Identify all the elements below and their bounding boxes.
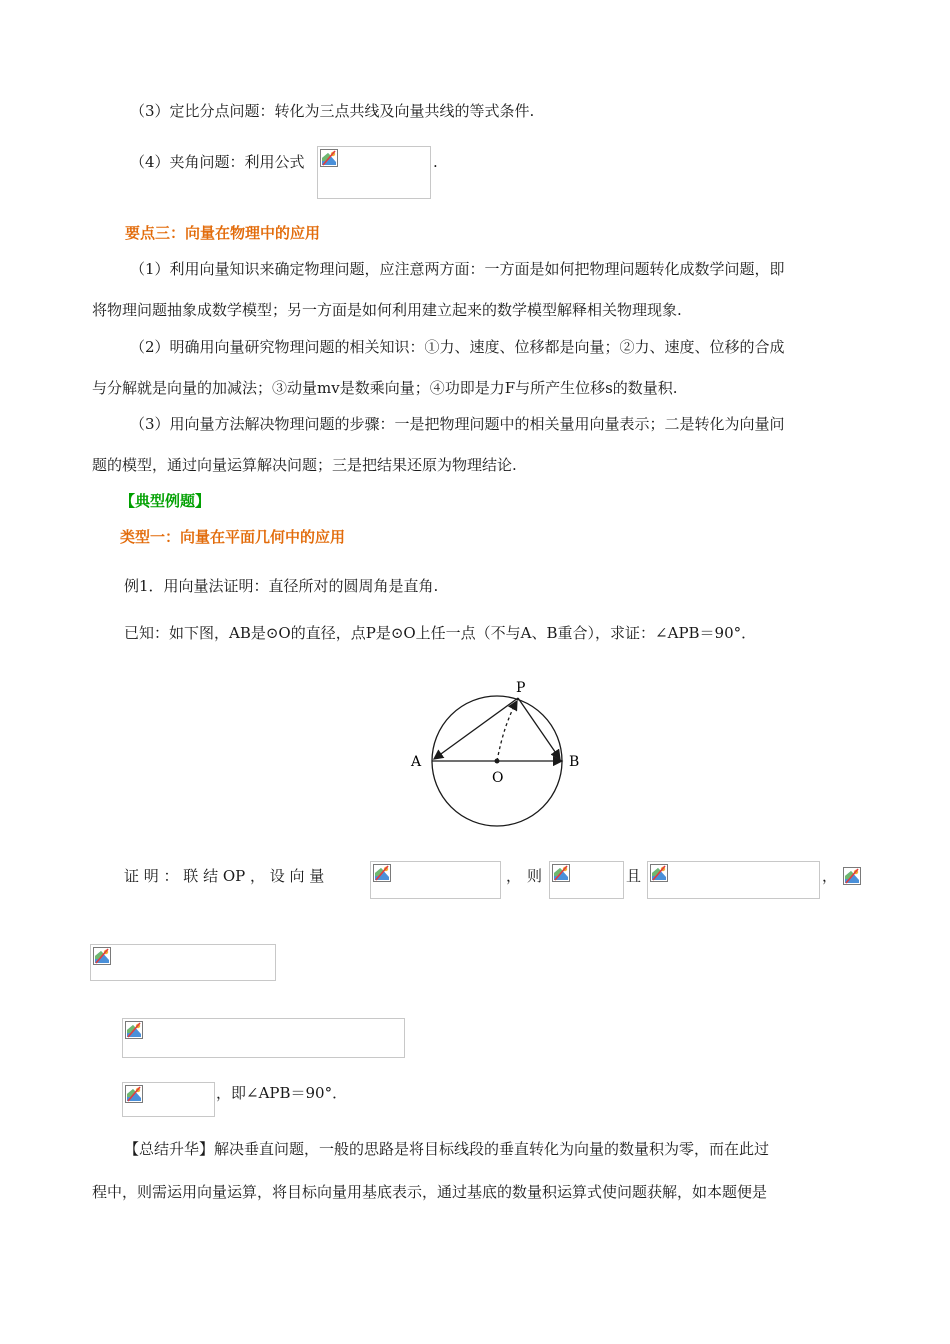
- p3-line2: 题的模型，通过向量运算解决问题；三是把结果还原为物理结论.: [92, 456, 517, 474]
- broken-image-icon: [373, 864, 391, 882]
- label-b: B: [569, 754, 580, 770]
- vector-op: [497, 701, 517, 761]
- formula-image: [370, 861, 501, 899]
- broken-image-icon: [125, 1085, 143, 1103]
- proof-conclusion: ，即∠APB＝90°．: [216, 1084, 348, 1102]
- proof-comma: ，: [506, 867, 522, 885]
- p2-line1: （2）明确用向量研究物理问题的相关知识：①力、速度、位移都是向量；②力、速度、位移的合成: [130, 338, 785, 356]
- label-p: P: [516, 680, 526, 696]
- key-point-3-heading: 要点三：向量在物理中的应用: [125, 224, 321, 242]
- broken-image-icon: [843, 867, 861, 885]
- p2-line2: 与分解就是向量的加减法；③动量mv是数乘向量；④功即是力F与所产生位移s的数量积.: [92, 379, 678, 397]
- label-a: A: [411, 754, 422, 770]
- examples-heading: 【典型例题】: [120, 492, 211, 510]
- broken-image-icon: [650, 864, 668, 882]
- example1-given: 已知：如下图，AB是⊙O的直径，点P是⊙O上任一点（不与A、B重合），求证：∠APB＝90°．: [124, 624, 757, 642]
- label-o: O: [492, 770, 504, 786]
- center-point: [495, 759, 500, 764]
- proof-comma: ，: [822, 867, 838, 885]
- formula-image: [122, 1018, 405, 1058]
- summary-label: 【总结升华】: [124, 1140, 215, 1158]
- summary-line1: [124, 1139, 769, 1159]
- formula-image: [90, 944, 276, 981]
- broken-image-icon: [320, 149, 338, 167]
- vector-pa: [434, 698, 518, 759]
- proof-and: 且: [626, 867, 642, 885]
- type1-heading: 类型一：向量在平面几何中的应用: [120, 528, 346, 546]
- p1-line2: 将物理问题抽象成数学模型；另一方面是如何利用建立起来的数学模型解释相关物理现象.: [92, 301, 682, 319]
- broken-image-icon: [552, 864, 570, 882]
- p1-line1: （1）利用向量知识来确定物理问题，应注意两方面：一方面是如何把物理问题转化成数学问题，即: [130, 260, 785, 278]
- formula-image: [647, 861, 820, 899]
- formula-image: [843, 865, 860, 895]
- item-3: （3）定比分点问题：转化为三点共线及向量共线的等式条件.: [130, 102, 535, 120]
- summary-line1-text: 解决垂直问题，一般的思路是将目标线段的垂直转化为向量的数量积为零，而在此过: [214, 1140, 770, 1158]
- proof-then: 则: [527, 867, 543, 885]
- item-4-prefix: （4）夹角问题：利用公式: [130, 153, 305, 171]
- summary-line2: 程中，则需运用向量运算，将目标向量用基底表示，通过基底的数量积运算式使问题获解，如本题便是: [92, 1183, 768, 1201]
- formula-image: [122, 1082, 215, 1117]
- example1-title: 例1．用向量法证明：直径所对的圆周角是直角.: [124, 577, 439, 595]
- formula-image: [317, 146, 431, 199]
- formula-image: [549, 861, 624, 899]
- p3-line1: （3）用向量方法解决物理问题的步骤：一是把物理问题中的相关量用向量表示；二是转化为向量问: [130, 415, 785, 433]
- proof-prefix: 证 明 ： 联 结 OP ， 设 向 量: [124, 867, 325, 885]
- broken-image-icon: [93, 947, 111, 965]
- circle-diagram: [400, 674, 600, 834]
- broken-image-icon: [125, 1021, 143, 1039]
- item-4-suffix: .: [433, 153, 438, 171]
